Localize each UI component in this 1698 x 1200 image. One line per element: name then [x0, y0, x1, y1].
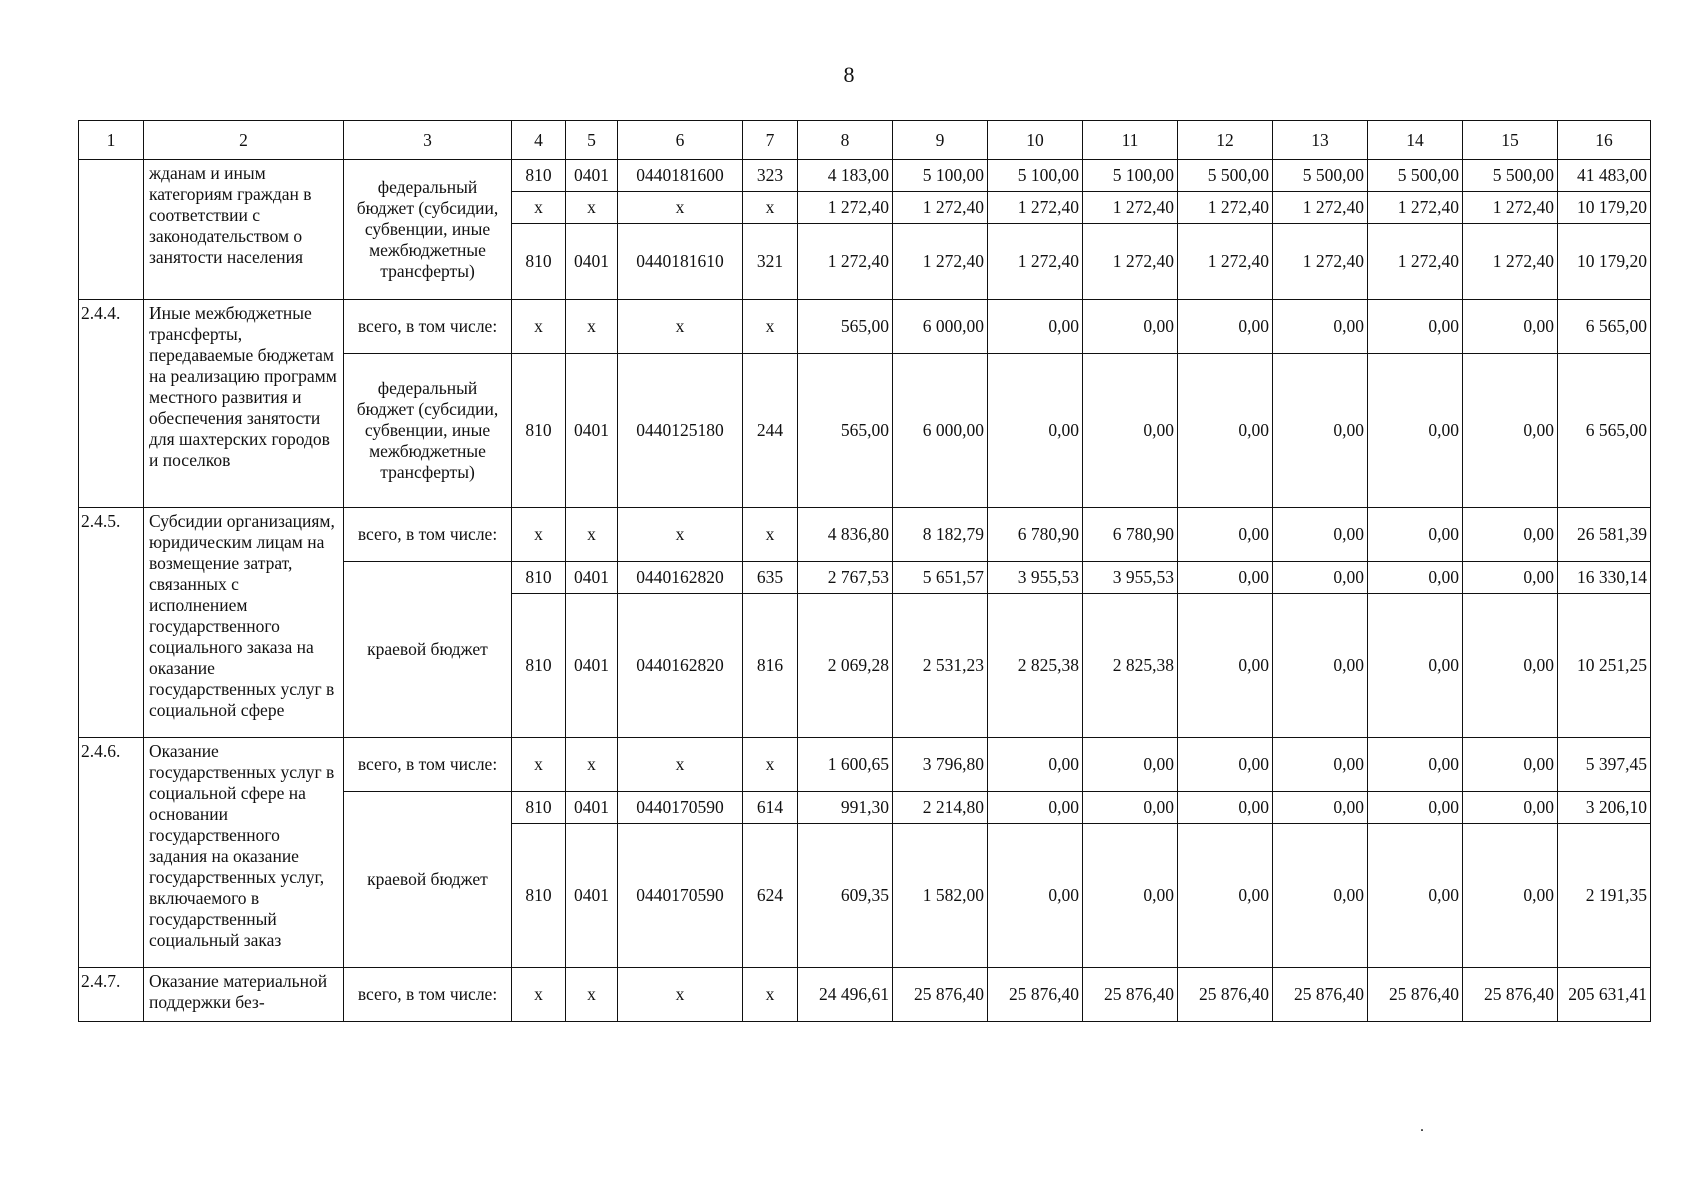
value-cell: 1 272,40: [1178, 224, 1273, 300]
value-cell: 0,00: [1083, 792, 1178, 824]
value-cell: х: [512, 508, 566, 562]
header-cell: 16: [1558, 121, 1651, 160]
value-cell: 25 876,40: [988, 968, 1083, 1022]
funding-source: краевой бюджет: [344, 792, 512, 968]
header-row: [79, 121, 1651, 160]
value-cell: х: [566, 508, 618, 562]
value-cell: 0401: [566, 224, 618, 300]
value-cell: 0,00: [1463, 824, 1558, 968]
value-cell: 26 581,39: [1558, 508, 1651, 562]
header-cell: 10: [988, 121, 1083, 160]
value-cell: 0,00: [1463, 508, 1558, 562]
value-cell: 0440162820: [618, 562, 743, 594]
budget-table: [78, 120, 1651, 1022]
value-cell: х: [743, 968, 798, 1022]
header-cell: 14: [1368, 121, 1463, 160]
header-cell: 1: [79, 121, 144, 160]
value-cell: 25 876,40: [1273, 968, 1368, 1022]
value-cell: 5 100,00: [988, 160, 1083, 192]
funding-source: федеральный бюджет (субсидии, субвенции, иные межбюджетные трансферты): [344, 354, 512, 508]
value-cell: 0,00: [988, 300, 1083, 354]
value-cell: 3 955,53: [1083, 562, 1178, 594]
total-label: всего, в том числе:: [344, 968, 512, 1022]
item-name: жданам и иным категориям граждан в соответствии с законодательством о занятости населения: [144, 160, 344, 300]
item-name: Субсидии организациям, юридическим лицам на возмещение затрат, связанных с исполнением государственного социального заказа на оказание государственных услуг в социальной сфере: [144, 508, 344, 738]
page-number: 8: [843, 62, 855, 87]
value-cell: 323: [743, 160, 798, 192]
value-cell: 2 767,53: [798, 562, 893, 594]
value-cell: 565,00: [798, 354, 893, 508]
value-cell: 0401: [566, 792, 618, 824]
value-cell: 0440162820: [618, 594, 743, 738]
value-cell: 0401: [566, 594, 618, 738]
value-cell: 0,00: [1083, 738, 1178, 792]
value-cell: 2 825,38: [1083, 594, 1178, 738]
header-cell: 12: [1178, 121, 1273, 160]
value-cell: 6 565,00: [1558, 354, 1651, 508]
value-cell: 25 876,40: [1178, 968, 1273, 1022]
value-cell: 1 272,40: [893, 192, 988, 224]
table-row: [79, 738, 1651, 792]
value-cell: 2 531,23: [893, 594, 988, 738]
value-cell: 0,00: [1178, 738, 1273, 792]
value-cell: х: [743, 192, 798, 224]
value-cell: 1 272,40: [1273, 224, 1368, 300]
value-cell: 0,00: [1463, 738, 1558, 792]
value-cell: 6 000,00: [893, 354, 988, 508]
value-cell: 810: [512, 160, 566, 192]
value-cell: 0,00: [1463, 300, 1558, 354]
value-cell: 2 825,38: [988, 594, 1083, 738]
value-cell: 4 183,00: [798, 160, 893, 192]
value-cell: 1 272,40: [1083, 224, 1178, 300]
value-cell: 0,00: [1368, 738, 1463, 792]
value-cell: 24 496,61: [798, 968, 893, 1022]
value-cell: 635: [743, 562, 798, 594]
value-cell: 5 500,00: [1178, 160, 1273, 192]
value-cell: 0,00: [1273, 594, 1368, 738]
value-cell: 6 000,00: [893, 300, 988, 354]
value-cell: 0401: [566, 354, 618, 508]
value-cell: 10 179,20: [1558, 224, 1651, 300]
value-cell: 5 100,00: [1083, 160, 1178, 192]
value-cell: 3 796,80: [893, 738, 988, 792]
value-cell: 3 955,53: [988, 562, 1083, 594]
value-cell: 0440170590: [618, 824, 743, 968]
value-cell: х: [566, 192, 618, 224]
value-cell: 0,00: [1368, 824, 1463, 968]
value-cell: 25 876,40: [1368, 968, 1463, 1022]
item-name: Оказание материальной поддержки без-: [144, 968, 344, 1022]
value-cell: 0,00: [1178, 792, 1273, 824]
value-cell: 1 600,65: [798, 738, 893, 792]
value-cell: 25 876,40: [893, 968, 988, 1022]
header-cell: 6: [618, 121, 743, 160]
value-cell: 0,00: [1368, 508, 1463, 562]
value-cell: 3 206,10: [1558, 792, 1651, 824]
header-cell: 4: [512, 121, 566, 160]
row-number: 2.4.6.: [79, 738, 144, 968]
row-number: 2.4.7.: [79, 968, 144, 1022]
row-number: [79, 160, 144, 300]
value-cell: 6 565,00: [1558, 300, 1651, 354]
value-cell: 0,00: [1178, 508, 1273, 562]
value-cell: 1 272,40: [893, 224, 988, 300]
value-cell: 5 397,45: [1558, 738, 1651, 792]
value-cell: х: [743, 508, 798, 562]
value-cell: 810: [512, 562, 566, 594]
value-cell: 0,00: [1083, 824, 1178, 968]
value-cell: 1 272,40: [798, 224, 893, 300]
value-cell: 0,00: [1178, 300, 1273, 354]
row-number: 2.4.4.: [79, 300, 144, 508]
value-cell: х: [566, 968, 618, 1022]
value-cell: 4 836,80: [798, 508, 893, 562]
value-cell: 0,00: [1273, 792, 1368, 824]
value-cell: 810: [512, 354, 566, 508]
value-cell: 16 330,14: [1558, 562, 1651, 594]
value-cell: 0,00: [1463, 792, 1558, 824]
header-cell: 13: [1273, 121, 1368, 160]
value-cell: 244: [743, 354, 798, 508]
value-cell: 614: [743, 792, 798, 824]
value-cell: 1 272,40: [988, 192, 1083, 224]
value-cell: 0,00: [988, 824, 1083, 968]
value-cell: 0,00: [1178, 824, 1273, 968]
table-row: [79, 968, 1651, 1022]
value-cell: 0,00: [1368, 792, 1463, 824]
value-cell: 0,00: [1083, 354, 1178, 508]
value-cell: 25 876,40: [1463, 968, 1558, 1022]
value-cell: х: [566, 300, 618, 354]
value-cell: 609,35: [798, 824, 893, 968]
header-cell: 11: [1083, 121, 1178, 160]
value-cell: х: [618, 508, 743, 562]
value-cell: х: [512, 192, 566, 224]
value-cell: 0,00: [988, 354, 1083, 508]
header-cell: 15: [1463, 121, 1558, 160]
value-cell: х: [743, 738, 798, 792]
value-cell: 0,00: [1273, 300, 1368, 354]
value-cell: х: [618, 192, 743, 224]
value-cell: 0,00: [1368, 300, 1463, 354]
value-cell: 1 272,40: [1368, 224, 1463, 300]
value-cell: 0,00: [1273, 562, 1368, 594]
value-cell: 6 780,90: [1083, 508, 1178, 562]
value-cell: 0440181610: [618, 224, 743, 300]
value-cell: 5 500,00: [1273, 160, 1368, 192]
value-cell: 0,00: [1273, 738, 1368, 792]
value-cell: 1 582,00: [893, 824, 988, 968]
value-cell: 816: [743, 594, 798, 738]
value-cell: 810: [512, 594, 566, 738]
value-cell: х: [566, 738, 618, 792]
value-cell: 0,00: [1368, 594, 1463, 738]
header-cell: 3: [344, 121, 512, 160]
header-cell: 5: [566, 121, 618, 160]
header-cell: 2: [144, 121, 344, 160]
value-cell: 0,00: [1463, 562, 1558, 594]
value-cell: 10 251,25: [1558, 594, 1651, 738]
value-cell: 810: [512, 792, 566, 824]
footer-mark: .: [1420, 1118, 1424, 1135]
value-cell: 565,00: [798, 300, 893, 354]
value-cell: 0,00: [1368, 354, 1463, 508]
value-cell: 205 631,41: [1558, 968, 1651, 1022]
value-cell: 5 500,00: [1463, 160, 1558, 192]
value-cell: 0,00: [1368, 562, 1463, 594]
value-cell: 0440170590: [618, 792, 743, 824]
value-cell: 0,00: [1273, 508, 1368, 562]
value-cell: х: [512, 968, 566, 1022]
value-cell: 6 780,90: [988, 508, 1083, 562]
value-cell: 0,00: [1083, 300, 1178, 354]
value-cell: 0,00: [1273, 824, 1368, 968]
value-cell: 810: [512, 824, 566, 968]
value-cell: 41 483,00: [1558, 160, 1651, 192]
value-cell: 1 272,40: [1273, 192, 1368, 224]
value-cell: 0401: [566, 824, 618, 968]
value-cell: 0440181600: [618, 160, 743, 192]
table-row: [79, 508, 1651, 562]
value-cell: х: [618, 738, 743, 792]
value-cell: 0,00: [1178, 594, 1273, 738]
funding-source: федеральный бюджет (субсидии, субвенции, иные межбюджетные трансферты): [344, 160, 512, 300]
header-cell: 8: [798, 121, 893, 160]
value-cell: 0,00: [1463, 354, 1558, 508]
value-cell: 1 272,40: [988, 224, 1083, 300]
value-cell: 810: [512, 224, 566, 300]
value-cell: 0,00: [1273, 354, 1368, 508]
value-cell: 0,00: [1178, 354, 1273, 508]
value-cell: 1 272,40: [798, 192, 893, 224]
value-cell: 0401: [566, 160, 618, 192]
value-cell: 0,00: [988, 792, 1083, 824]
value-cell: 1 272,40: [1463, 224, 1558, 300]
value-cell: 0,00: [1178, 562, 1273, 594]
item-name: Иные межбюджетные трансферты, передаваемые бюджетам на реализацию программ местного развития и обеспечения занятости для шахтерских городов и поселков: [144, 300, 344, 508]
value-cell: х: [512, 738, 566, 792]
value-cell: 2 191,35: [1558, 824, 1651, 968]
value-cell: 2 214,80: [893, 792, 988, 824]
value-cell: х: [743, 300, 798, 354]
value-cell: 1 272,40: [1463, 192, 1558, 224]
row-number: 2.4.5.: [79, 508, 144, 738]
value-cell: 8 182,79: [893, 508, 988, 562]
value-cell: 25 876,40: [1083, 968, 1178, 1022]
total-label: всего, в том числе:: [344, 508, 512, 562]
value-cell: 0,00: [1463, 594, 1558, 738]
value-cell: х: [618, 300, 743, 354]
value-cell: 1 272,40: [1083, 192, 1178, 224]
header-cell: 7: [743, 121, 798, 160]
value-cell: 321: [743, 224, 798, 300]
value-cell: 0440125180: [618, 354, 743, 508]
value-cell: х: [618, 968, 743, 1022]
value-cell: 1 272,40: [1178, 192, 1273, 224]
total-label: всего, в том числе:: [344, 738, 512, 792]
item-name: Оказание государственных услуг в социальной сфере на основании государственного задания на оказание государственных услуг, включаемого в государственный социальный заказ: [144, 738, 344, 968]
total-label: всего, в том числе:: [344, 300, 512, 354]
table-row: [79, 160, 1651, 192]
value-cell: 0401: [566, 562, 618, 594]
value-cell: 10 179,20: [1558, 192, 1651, 224]
header-cell: 9: [893, 121, 988, 160]
value-cell: 1 272,40: [1368, 192, 1463, 224]
value-cell: 0,00: [988, 738, 1083, 792]
value-cell: 2 069,28: [798, 594, 893, 738]
value-cell: 991,30: [798, 792, 893, 824]
funding-source: краевой бюджет: [344, 562, 512, 738]
value-cell: х: [512, 300, 566, 354]
table-row: [79, 300, 1651, 354]
value-cell: 5 651,57: [893, 562, 988, 594]
value-cell: 5 100,00: [893, 160, 988, 192]
value-cell: 624: [743, 824, 798, 968]
value-cell: 5 500,00: [1368, 160, 1463, 192]
